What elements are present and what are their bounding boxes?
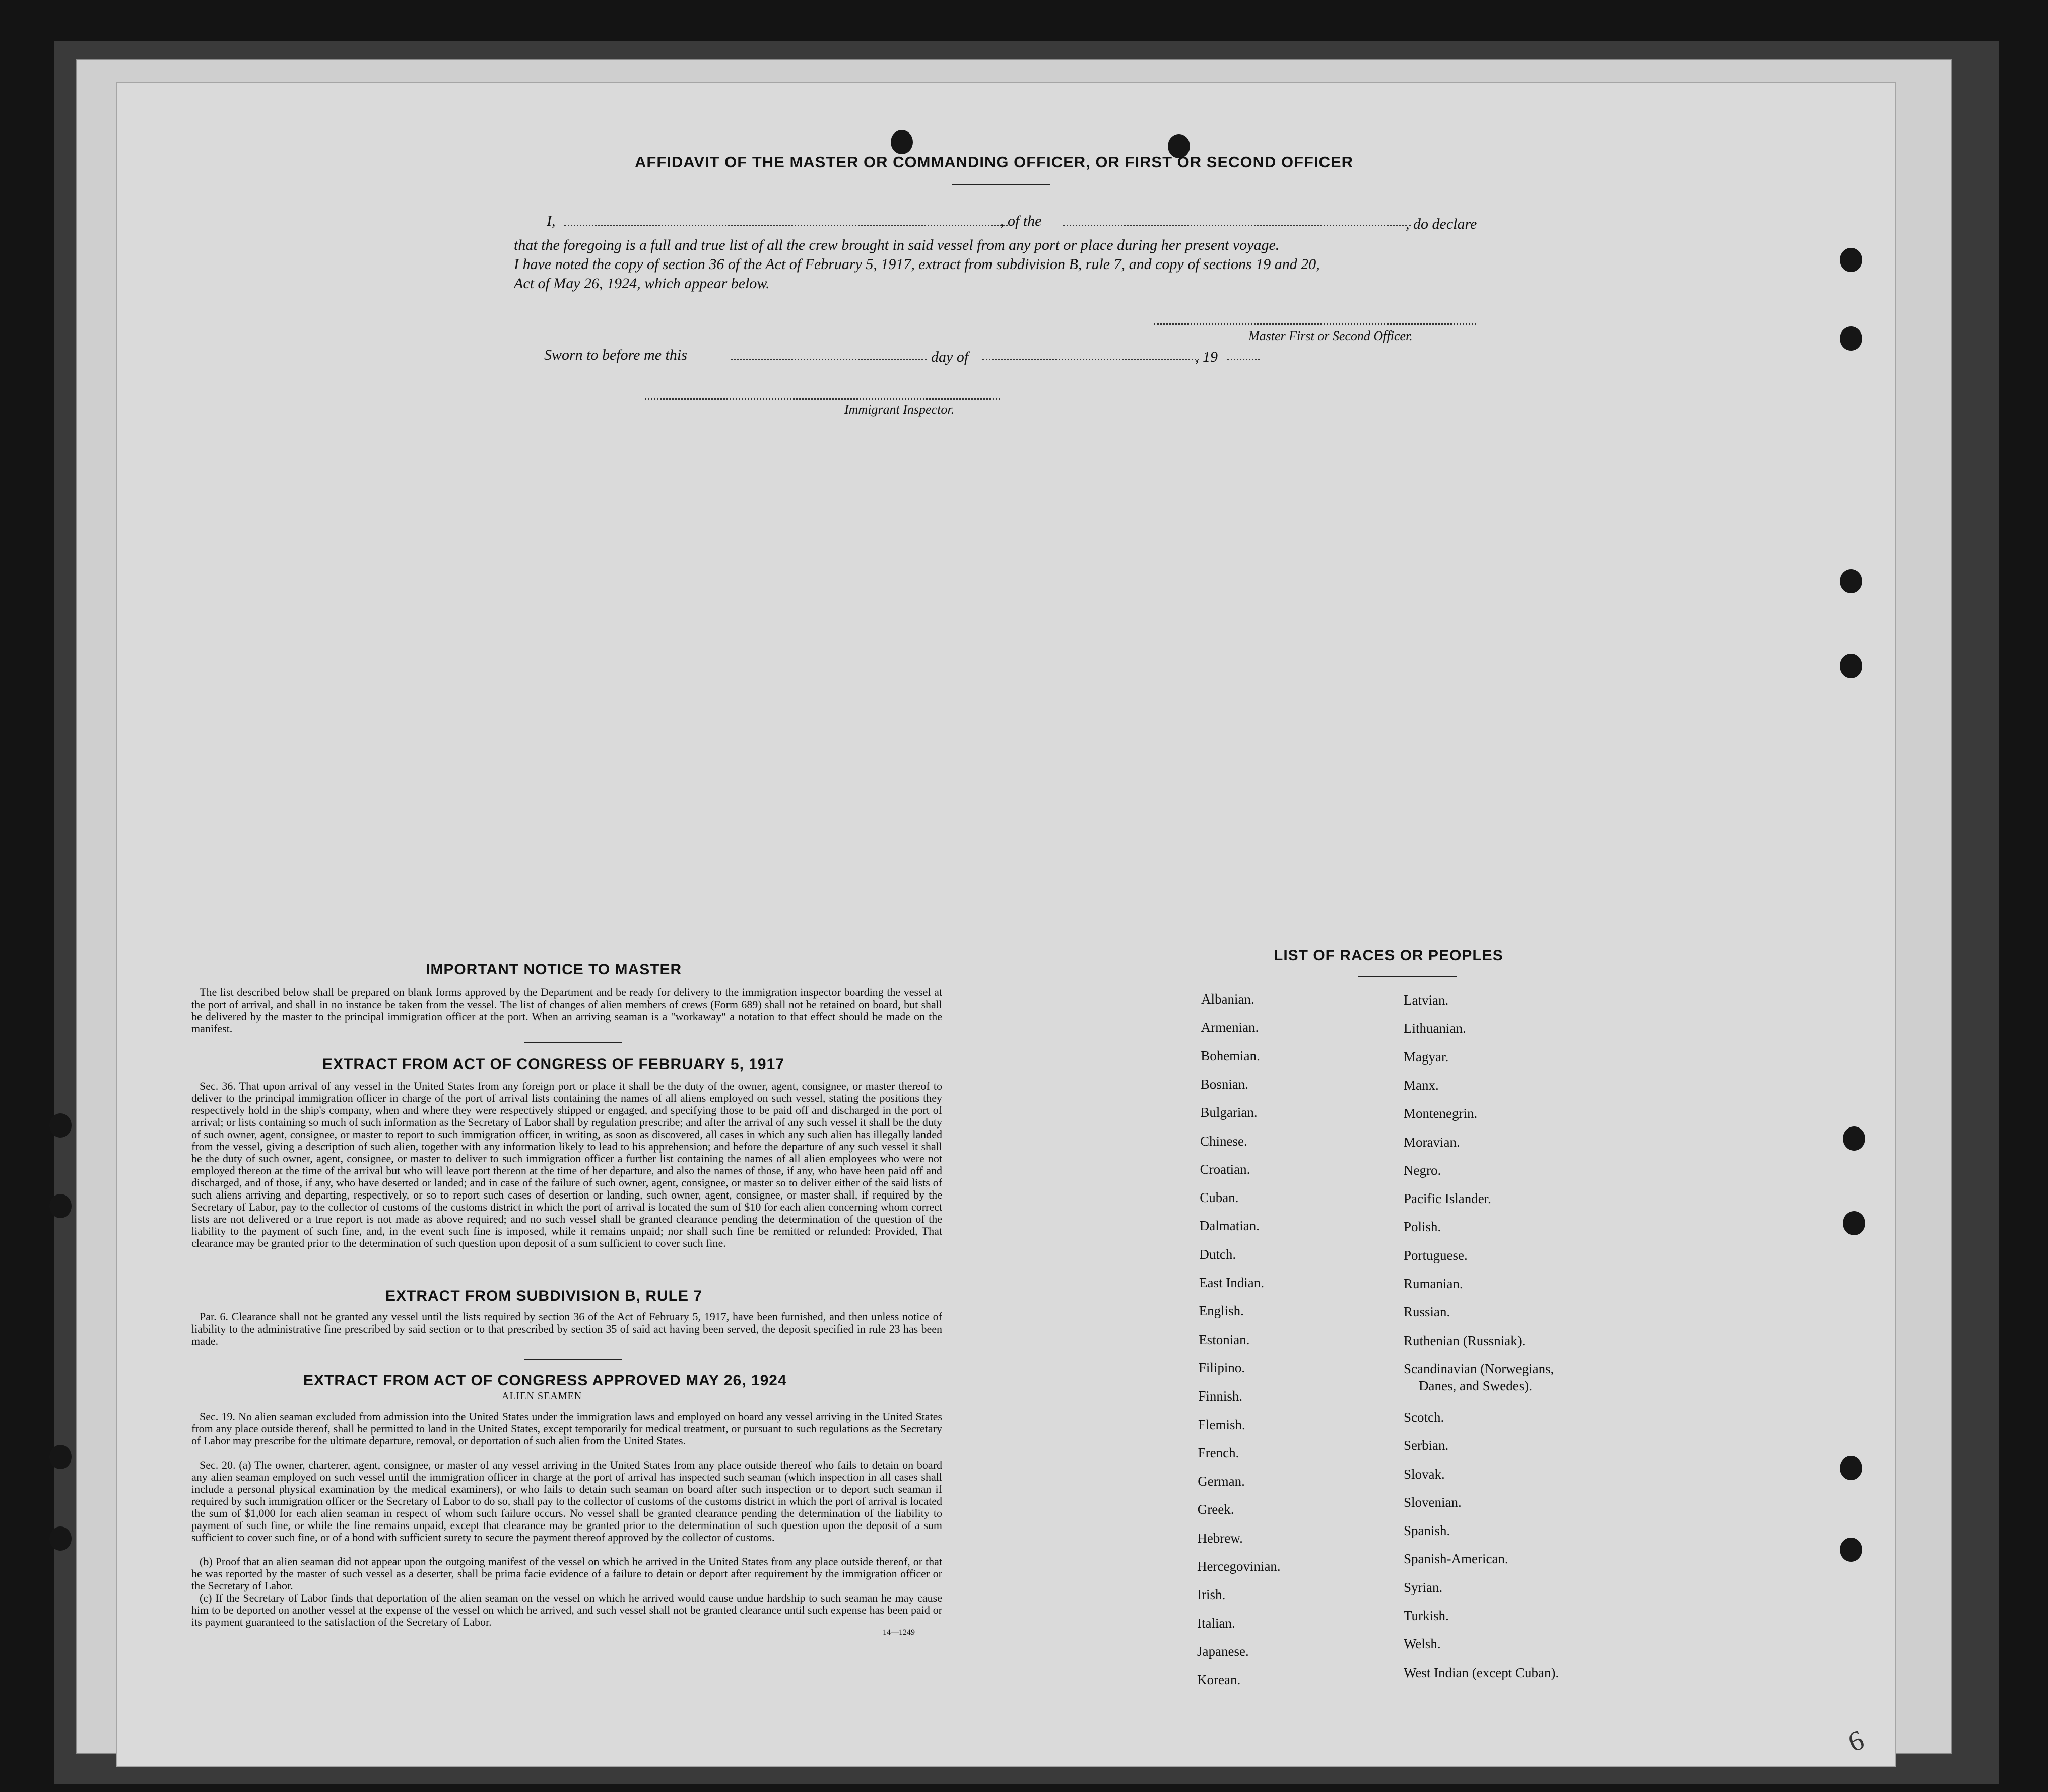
race-item: English.	[1199, 1303, 1244, 1319]
race-item: Dalmatian.	[1199, 1218, 1260, 1234]
race-item: Portuguese.	[1404, 1247, 1468, 1263]
race-item: Lithuanian.	[1404, 1021, 1466, 1036]
binder-hole	[49, 1445, 72, 1469]
race-item: Latvian.	[1404, 992, 1449, 1008]
race-item: Montenegrin.	[1404, 1106, 1478, 1121]
race-item: Estonian.	[1199, 1332, 1250, 1347]
sworn-day-blank	[731, 359, 927, 360]
race-item: Manx.	[1404, 1077, 1439, 1093]
race-item: French.	[1198, 1445, 1239, 1461]
extract-1924-sec20a: Sec. 20. (a) The owner, charterer, agent, consignee, or master of any vessel arriving in the United States from any place outside thereof who fails to detain on board any alien seaman employed on such vessel until the immigration officer in charge at the port of arrival has inspected such seaman (which inspection in all cases shall include a personal physical examination by the medical examiners), or who fails to detain such seaman on board after such inspection or to deport such seaman if required by such immigration officer or the Secretary of Labor to do so, shall pay to the collector of customs of the customs district in which the port of arrival is located the sum of $1,000 for each alien seaman in respect of whom such failure occurs. No vessel shall be granted clearance pending the determination of the liability to payment of such fine, or while the fine remains unpaid, except that clearance may be granted prior to the determination of such question upon the deposit of a sum sufficient to cover such fine, or of a bond with sufficient surety to secure the payment thereof approved by the collector of customs.	[191, 1458, 942, 1544]
rule-7-title: EXTRACT FROM SUBDIVISION B, RULE 7	[385, 1288, 703, 1304]
extract-1917-title: EXTRACT FROM ACT OF CONGRESS OF FEBRUARY 5, 1917	[322, 1056, 784, 1073]
race-item: Cuban.	[1200, 1190, 1239, 1206]
races-title: LIST OF RACES OR PEOPLES	[1274, 947, 1503, 964]
race-item: East Indian.	[1199, 1275, 1264, 1290]
affidavit-declare-label: , do declare	[1406, 216, 1477, 232]
race-item: Hebrew.	[1197, 1530, 1243, 1546]
affidavit-i-label: I,	[547, 213, 556, 229]
extract-1917-body: Sec. 36. That upon arrival of any vessel in the United States from any foreign port or place it shall be the duty of the owner, agent, consignee, or master thereof to deliver to the principal immigration officer in charge of the port of arrival lists containing the names of all aliens employed on such vessel, stating the positions they respectively hold in the ship's company, when and where they were respectively shipped or engaged, and specifying those to be paid off and discharged in the port of arrival; or lists containing so much of such information as the Secretary of Labor shall by regulation prescribe; and after the arrival of any such vessel it shall be the duty of such owner, agent, consignee, or master to report to such immigration officer, in writing, as soon as discovered, all cases in which any such alien has illegally landed from the vessel, giving a description of such alien, together with any information likely to lead to his apprehension; and before the departure of any such vessel it shall be the duty of such owner, agent, consignee, or master to deliver to such immigration officer a further list containing the names of all alien employees who were not employed thereon at the time of the arrival but who will leave port thereon at the time of her departure, and also the names of those, if any, who have been paid off and discharged, and of those, if any, who have deserted or landed; and in case of the failure of such owner, agent, consignee, or master so to deliver either of the said lists of such aliens arriving and departing, respectively, or so to report such cases of desertion or landing, such owner, agent, consignee, or master shall, if required by the Secretary of Labor, pay to the collector of customs of the customs district in which the port of arrival is located the sum of $10 for each alien concerning whom correct lists are not delivered or a true report is not made as above required; and no such vessel shall be granted clearance pending the determination of the question of the liability to the payment of such fine, and, in the event such fine is imposed, while it remains unpaid; nor shall such fine be remitted or refunded: Provided, That clearance may be granted prior to the determination of such question upon deposit of a sum sufficient to cover such fine.	[191, 1080, 942, 1249]
race-item: Polish.	[1404, 1219, 1441, 1235]
day-of-label: day of	[931, 349, 969, 365]
race-item: Armenian.	[1201, 1020, 1259, 1035]
binder-hole	[1840, 326, 1862, 351]
binder-hole	[1843, 1126, 1865, 1151]
affidavit-title: AFFIDAVIT OF THE MASTER OR COMMANDING OFFICER, OR FIRST OR SECOND OFFICER	[635, 153, 1354, 171]
binder-hole	[1840, 1456, 1862, 1480]
race-item: Danes, and Swedes).	[1419, 1378, 1532, 1393]
race-item: Serbian.	[1404, 1438, 1449, 1453]
race-item: Moravian.	[1404, 1134, 1460, 1150]
sworn-month-blank	[982, 359, 1199, 360]
binder-hole	[1843, 1211, 1865, 1235]
race-item: Spanish-American.	[1404, 1551, 1508, 1567]
race-item: Turkish.	[1404, 1608, 1449, 1623]
race-item: Slovak.	[1404, 1466, 1445, 1482]
race-item: Flemish.	[1198, 1417, 1245, 1432]
year-label: , 19	[1195, 349, 1218, 365]
race-item: Ruthenian (Russniak).	[1404, 1333, 1526, 1348]
race-item: Hercegovinian.	[1197, 1559, 1281, 1574]
race-item: Spanish.	[1404, 1523, 1450, 1539]
master-signature-label: Master First or Second Officer.	[1248, 328, 1413, 343]
extract-1924-subtitle: ALIEN SEAMEN	[502, 1390, 582, 1402]
inspector-label: Immigrant Inspector.	[844, 402, 955, 417]
race-item: Pacific Islander.	[1404, 1191, 1491, 1207]
race-item: Filipino.	[1198, 1360, 1245, 1375]
binder-hole	[891, 130, 913, 154]
binder-hole	[49, 1194, 72, 1218]
sworn-label: Sworn to before me this	[544, 347, 687, 363]
vessel-blank	[1063, 225, 1411, 226]
race-item: Korean.	[1197, 1672, 1241, 1688]
name-blank	[564, 225, 1008, 226]
race-item: Negro.	[1404, 1162, 1441, 1178]
race-item: Rumanian.	[1404, 1276, 1463, 1291]
race-item: German.	[1198, 1474, 1245, 1489]
race-item: Albanian.	[1201, 991, 1254, 1007]
race-item: Croatian.	[1200, 1161, 1250, 1177]
race-item: Dutch.	[1199, 1246, 1236, 1262]
affidavit-line-2: I have noted the copy of section 36 of the Act of February 5, 1917, extract from subdivision B, rule 7, and copy of sections 19 and 20,	[514, 256, 1320, 273]
sworn-year-blank	[1227, 359, 1260, 360]
extract-1924-sec20c: (c) If the Secretary of Labor finds that deportation of the alien seaman on the vessel on which he arrived would cause undue hardship to such seaman he may cause him to be deported on another vessel at the expense of the vessel on which he arrived, and such vessel shall not be granted clearance until such expense has been paid or its payment guaranteed to the satisfaction of the Secretary of Labor.	[191, 1591, 942, 1628]
race-item: Japanese.	[1197, 1643, 1249, 1659]
binder-hole	[49, 1113, 72, 1138]
race-item: Bosnian.	[1200, 1076, 1249, 1092]
race-item: Chinese.	[1200, 1133, 1247, 1149]
binder-hole	[49, 1526, 72, 1551]
notice-title: IMPORTANT NOTICE TO MASTER	[426, 961, 682, 978]
affidavit-line-3: Act of May 26, 1924, which appear below.	[514, 275, 770, 292]
race-item: Scotch.	[1404, 1409, 1444, 1425]
inspector-signature-line	[645, 398, 1000, 400]
race-item: Finnish.	[1198, 1388, 1243, 1404]
race-item: Greek.	[1197, 1502, 1234, 1517]
binder-hole	[1840, 1538, 1862, 1562]
race-item: Slovenian.	[1404, 1494, 1462, 1510]
race-item: Scandinavian (Norwegians,	[1404, 1361, 1554, 1376]
binder-hole	[1840, 569, 1862, 593]
form-number: 14—1249	[883, 1628, 915, 1637]
margin-mark: 6	[1844, 1724, 1868, 1758]
race-item: Russian.	[1404, 1304, 1450, 1320]
races-rule	[1358, 976, 1457, 977]
race-item: Welsh.	[1404, 1636, 1441, 1652]
extract-1924-title: EXTRACT FROM ACT OF CONGRESS APPROVED MAY 26, 1924	[303, 1372, 787, 1389]
master-signature-line	[1154, 323, 1476, 325]
binder-hole	[1840, 654, 1862, 678]
affidavit-of-the-label: , of the	[1000, 213, 1042, 229]
race-item: Italian.	[1197, 1615, 1235, 1631]
notice-body: The list described below shall be prepared on blank forms approved by the Department and be ready for delivery to the immigration inspector boarding the vessel at the port of arrival, and shall in no instance be taken from the vessel. The list of changes of alien members of crews (Form 689) shall not be retained on board, but shall be delivered by the master to the principal immigration officer at the port. When an arriving seaman is a "workaway" a notation to that effect should be made on the manifest.	[191, 986, 942, 1035]
race-item: Bulgarian.	[1200, 1105, 1258, 1120]
race-item: Syrian.	[1404, 1579, 1443, 1595]
race-item: Magyar.	[1404, 1049, 1449, 1065]
extract-1924-sec20b: (b) Proof that an alien seaman did not appear upon the outgoing manifest of the vessel on which he arrived in the United States from any place outside thereof, or that he was reported by the master of such vessel as a deserter, shall be prima facie evidence of a failure to detain or deport after requirement by the immigration officer or the Secretary of Labor.	[191, 1555, 942, 1592]
extract-1924-sec19: Sec. 19. No alien seaman excluded from admission into the United States under the immigration laws and employed on board any vessel arriving in the United States from any place outside thereof, shall be permitted to land in the United States, except temporarily for medical treatment, or pursuant to such regulations as the Secretary of Labor may prescribe for the ultimate departure, removal, or deportation of such alien from the United States.	[191, 1410, 942, 1447]
rule-7-body: Par. 6. Clearance shall not be granted any vessel until the lists required by section 36 of the Act of February 5, 1917, have been furnished, and then unless notice of liability to the administrative fine prescribed by said section or to that prescribed by section 35 of said act having been served, the deposit specified in rule 23 has been made.	[191, 1310, 942, 1347]
race-item: Bohemian.	[1201, 1048, 1260, 1064]
binder-hole	[1840, 248, 1862, 272]
rule-7-rule	[524, 1359, 622, 1360]
title-rule	[952, 184, 1050, 185]
notice-rule	[524, 1042, 622, 1043]
affidavit-line-1: that the foregoing is a full and true list of all the crew brought in said vessel from any port or place during her present voyage.	[514, 237, 1280, 253]
race-item: West Indian (except Cuban).	[1404, 1665, 1559, 1680]
race-item: Irish.	[1197, 1587, 1226, 1603]
